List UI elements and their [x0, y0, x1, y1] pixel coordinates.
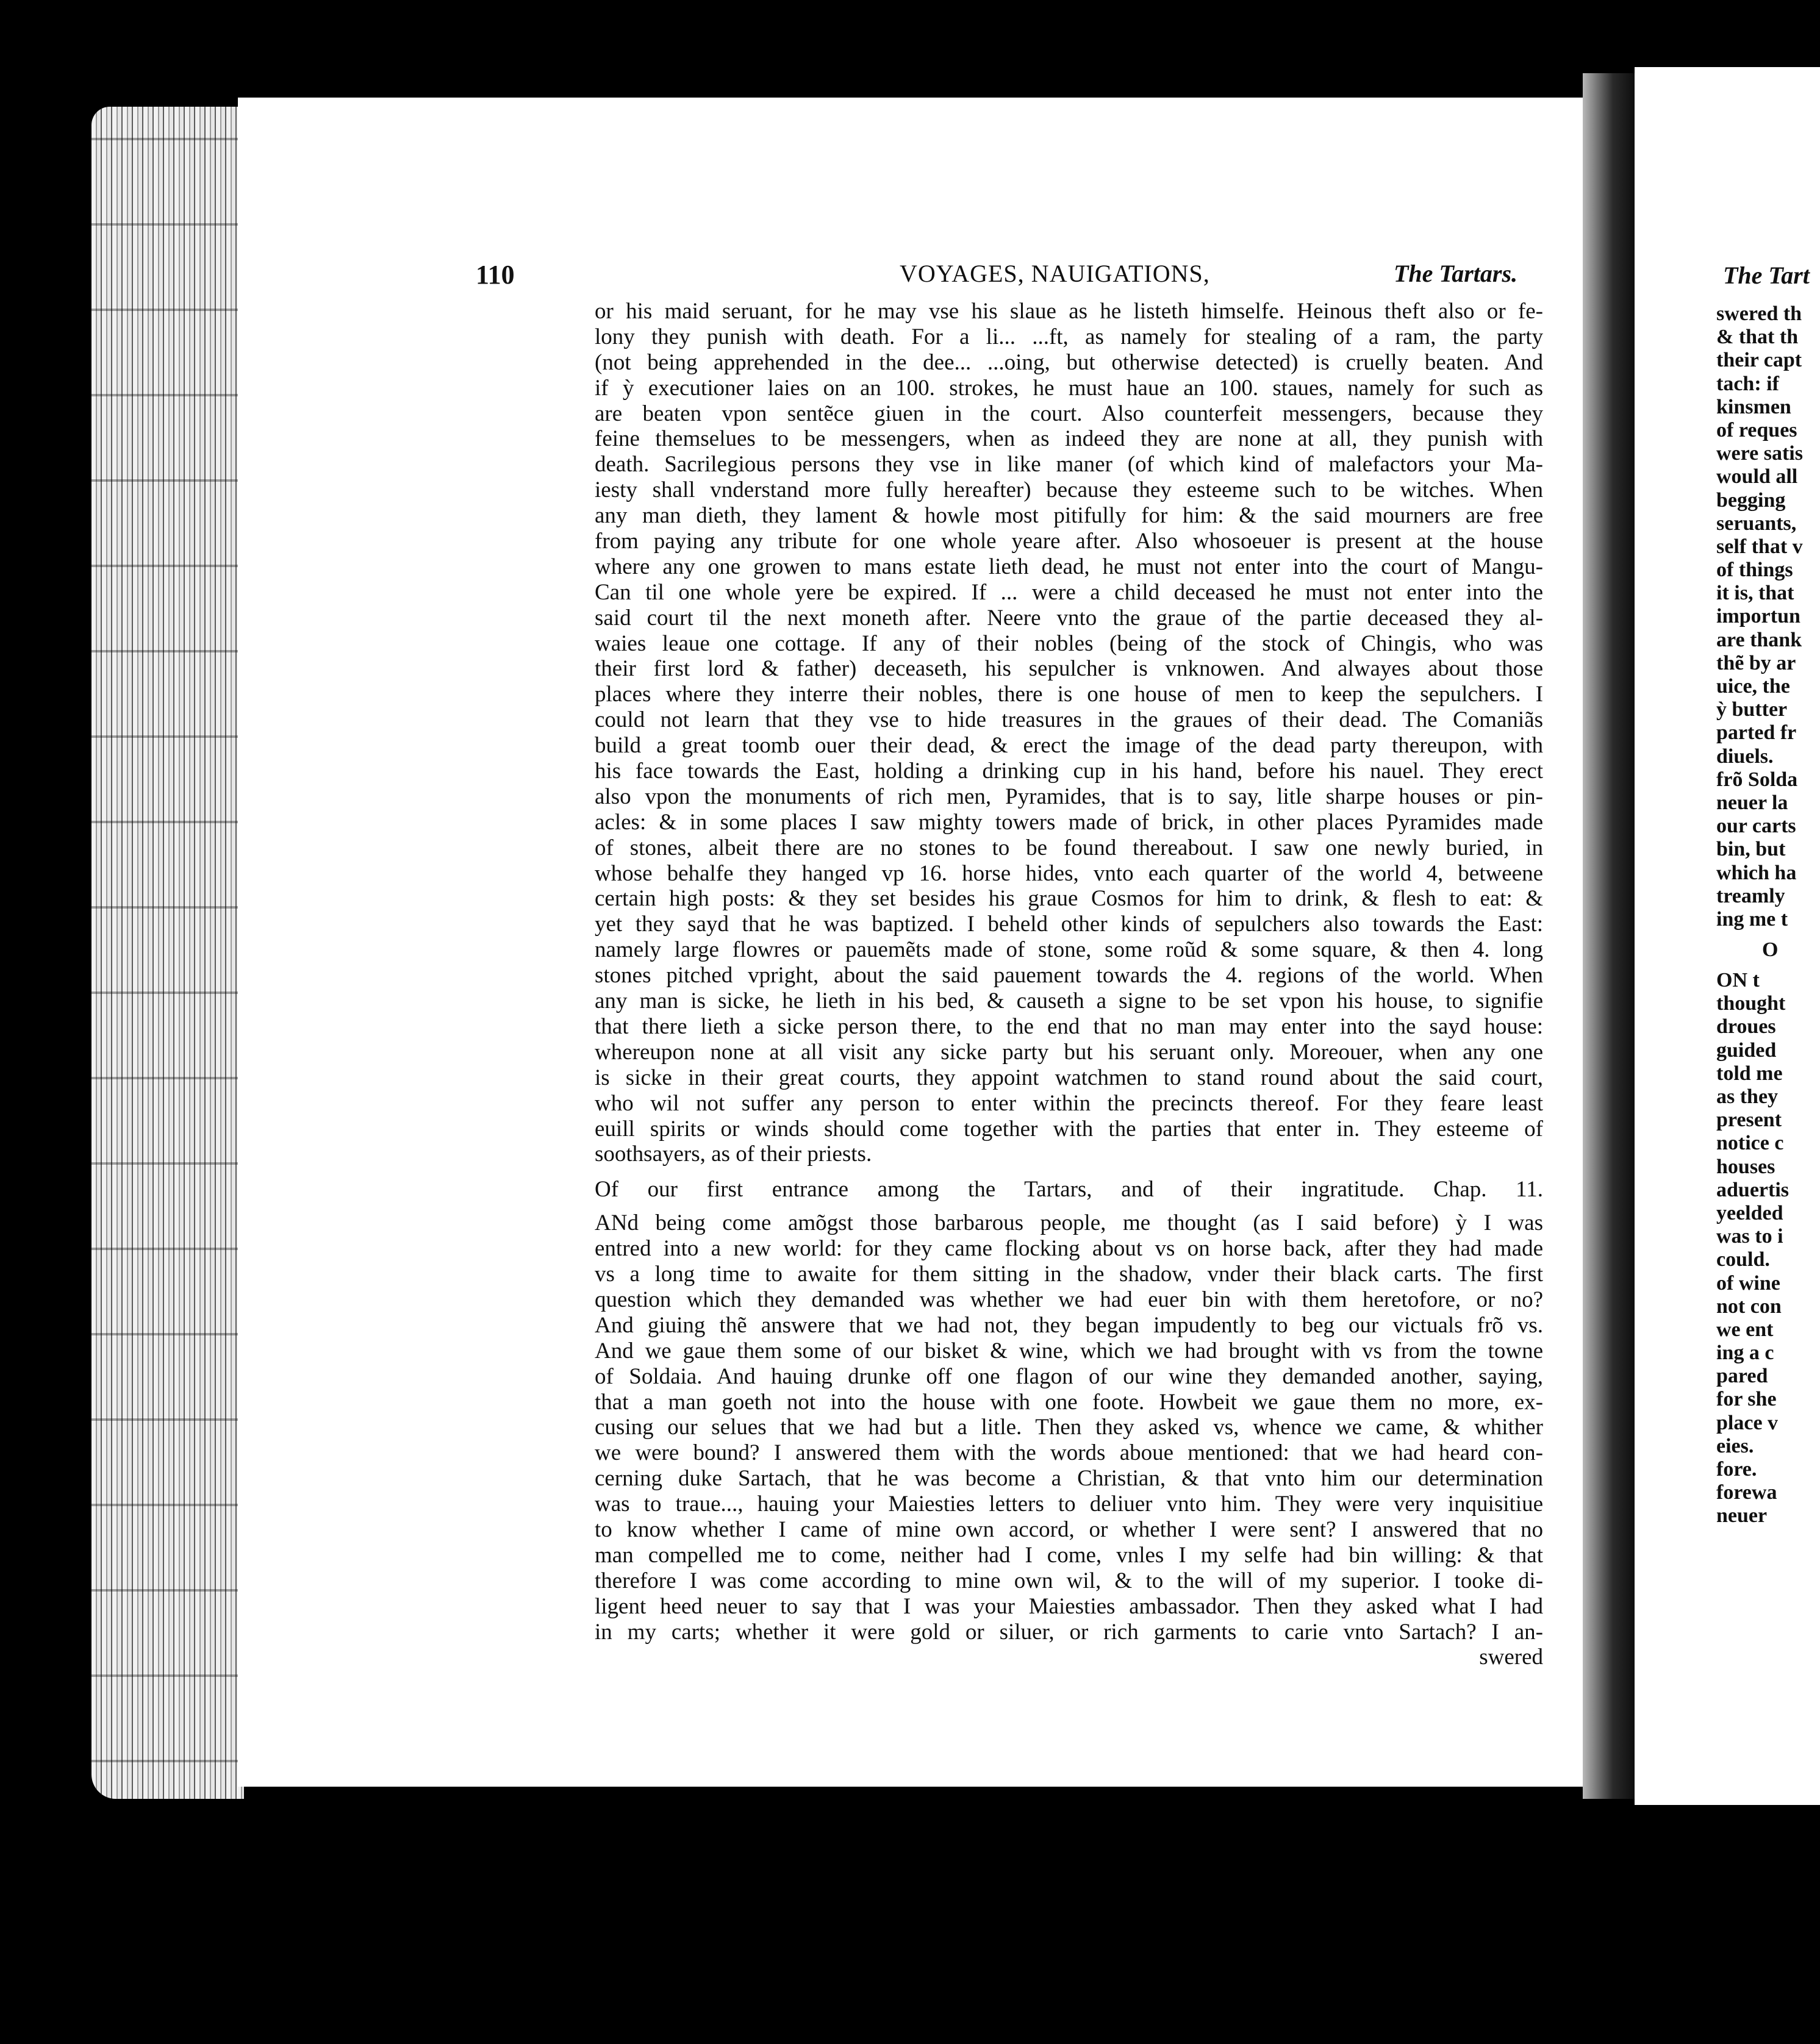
text-line: of stones, albeit there are no stones to be found thereabout. I saw one newly buried, in [595, 835, 1543, 860]
right-page [1635, 67, 1820, 1805]
right-text-line: ing a c [1716, 1342, 1774, 1365]
text-line: also vpon the monuments of rich men, Pyramides, that is to say, litle sharpe houses or pin- [595, 784, 1543, 809]
text-line: from paying any tribute for one whole yeare after. Also whosoeuer is present at the house [595, 529, 1543, 554]
right-text-line: bin, but [1716, 838, 1786, 861]
right-text-line: thẽ by ar [1716, 651, 1796, 674]
running-section: The Tartars. [1394, 260, 1518, 287]
text-line: feine themselues to be messengers, when as indeed they are none at all, they punish with [595, 426, 1543, 452]
text-line: cerning duke Sartach, that he was become a Christian, & that vnto him our determination [595, 1466, 1543, 1492]
right-text-line: & that th [1716, 326, 1799, 349]
running-title: VOYAGES, NAUIGATIONS, [900, 260, 1210, 287]
text-line: places where they interre their nobles, there is one house of men to keep the sepulchers. I [595, 682, 1543, 707]
right-text-line: of wine [1716, 1271, 1780, 1295]
text-line: whose behalfe they hanged vp 16. horse hides, vnto each quarter of the world 4, betweene [595, 860, 1543, 886]
text-line: could not learn that they vse to hide treasures in the graues of their dead. The Comaniãs [595, 707, 1543, 733]
right-text-line: tach: if [1716, 372, 1779, 395]
right-text-line: of reques [1716, 418, 1797, 441]
right-text-line: guided [1716, 1038, 1777, 1062]
right-text-line: fore. [1716, 1458, 1757, 1481]
text-line: any man dieth, they lament & howle most pitifully for him: & the said mourners are free [595, 503, 1543, 529]
right-text-line: ỳ butter [1716, 698, 1788, 721]
text-line: if ỳ executioner laies on an 100. strokes, he must haue an 100. staues, namely for such as [595, 375, 1543, 401]
text-line: yet they sayd that he was baptized. I beheld other kinds of sepulchers also towards the East: [595, 912, 1543, 937]
page-edges [91, 107, 244, 1799]
text-line: stones pitched vpright, about the said pauement towards the 4. regions of the world. When [595, 963, 1543, 988]
text-line: lony they punish with death. For a li... ...ft, as namely for stealing of a ram, the party [595, 324, 1543, 349]
right-text-line: was to i [1716, 1225, 1783, 1248]
right-text-line: parted fr [1716, 721, 1797, 745]
text-line: in my carts; whether it were gold or siluer, or rich garments to carie vnto Sartach? I an- [595, 1619, 1543, 1645]
text-line: euill spirits or winds should come together with the parties that enter in. They esteeme of [595, 1116, 1543, 1142]
text-line: their first lord & father) deceaseth, his sepulcher is vnknowen. And alwayes about those [595, 656, 1543, 682]
right-text-line: for she [1716, 1388, 1777, 1411]
right-text-line: notice c [1716, 1132, 1784, 1155]
right-text-line: swered th [1716, 302, 1802, 325]
right-text-line: present [1716, 1109, 1782, 1132]
book-gutter [1583, 73, 1638, 1799]
text-line: ligent heed neuer to say that I was your Maiesties ambassador. Then they asked what I had [595, 1593, 1543, 1619]
right-running-section: The Tart [1723, 262, 1810, 289]
text-line: whereupon none at all visit any sicke party but his seruant only. Moreouer, when any one [595, 1039, 1543, 1065]
text-line: we were bound? I answered them with the words aboue mentioned: that we had heard con- [595, 1440, 1543, 1466]
text-line: waies leaue one cottage. If any of their nobles (being of the stock of Chingis, who was [595, 631, 1543, 656]
right-text-line: are thank [1716, 628, 1802, 651]
page-number: 110 [476, 260, 515, 290]
text-line: question which they demanded was whether we had euer bin with them heretofore, or no? [595, 1287, 1543, 1312]
right-text-line: were satis [1716, 442, 1803, 465]
right-text-line: aduertis [1716, 1178, 1789, 1201]
right-text-line: told me [1716, 1062, 1783, 1085]
chapter-heading: Of our first entrance among the Tartars, and of their ingratitude. Chap. 11. [595, 1177, 1543, 1202]
text-line: or his maid seruant, for he may vse his slaue as he listeth himselfe. Heinous theft also or fe- [595, 299, 1543, 324]
text-line: that a man goeth not into the house with one foote. Howbeit we gaue them no more, ex- [595, 1389, 1543, 1415]
text-line: any man is sicke, he lieth in his bed, & causeth a signe to be set vpon his house, to signifie [595, 988, 1543, 1014]
text-line: that there lieth a sicke person there, to the end that no man may enter into the sayd house: [595, 1013, 1543, 1039]
text-line: to know whether I came of mine own accord, or whether I were sent? I answered that no [595, 1517, 1543, 1542]
text-line: And giuing thẽ answere that we had not, they began impudently to beg our victuals frõ vs. [595, 1312, 1543, 1338]
right-text-line: of things [1716, 559, 1793, 582]
text-line: of Soldaia. And hauing drunke off one flagon of our wine they demanded another, saying, [595, 1363, 1543, 1389]
right-text-line: thought [1716, 992, 1786, 1015]
text-line: where any one growen to mans estate lieth dead, he must not enter into the court of Mangu- [595, 554, 1543, 579]
right-text-line: kinsmen [1716, 395, 1791, 418]
right-text-line: uice, the [1716, 675, 1790, 698]
text-line: said court til the next moneth after. Neere vnto the graue of the partie deceased they al- [595, 605, 1543, 631]
right-text-line: self that v [1716, 535, 1803, 558]
right-text-line: our carts [1716, 815, 1796, 838]
text-line: is sicke in their great courts, they appoint watchmen to stand round about the said court, [595, 1065, 1543, 1090]
text-line: (not being apprehended in the dee... ...oing, but otherwise detected) is cruelly beaten. And [595, 349, 1543, 375]
right-text-line: eies. [1716, 1434, 1754, 1457]
right-text-line: as they [1716, 1085, 1779, 1108]
catchword: swered [1479, 1645, 1543, 1670]
text-line: his face towards the East, holding a drinking cup in his hand, before his nauel. They erect [595, 759, 1543, 784]
right-text-line: place v [1716, 1411, 1779, 1434]
text-line: ANd being come amõgst those barbarous people, me thought (as I said before) ỳ I was [595, 1210, 1543, 1236]
right-chapter-fragment: O [1762, 938, 1779, 962]
text-line: who wil not suffer any person to enter within the precincts thereof. For they feare least [595, 1090, 1543, 1116]
text-line: man compelled me to come, neither had I come, vnles I my selfe had bin willing: & that [595, 1542, 1543, 1568]
text-line: vs a long time to awaite for them sitting in the shadow, vnder their black carts. The first [595, 1262, 1543, 1287]
right-text-line: we ent [1716, 1318, 1774, 1341]
text-line: therefore I was come according to mine own wil, & to the will of my superior. I tooke di- [595, 1568, 1543, 1593]
text-line: death. Sacrilegious persons they vse in like maner (of which kind of malefactors your Ma- [595, 452, 1543, 477]
right-text-line: importun [1716, 605, 1800, 628]
right-text-line: diuels. [1716, 745, 1774, 768]
text-line: certain high posts: & they set besides his graue Cosmos for him to drink, & flesh to eat: & [595, 886, 1543, 912]
right-text-line: ing me t [1716, 907, 1788, 931]
text-line: iesty shall vnderstand more fully hereafter) because they esteeme such to be witches. When [595, 477, 1543, 503]
right-text-line: neuer la [1716, 791, 1788, 814]
text-line: are beaten vpon sentẽce giuen in the court. Also counterfeit messengers, because they [595, 401, 1543, 426]
right-text-line: it is, that [1716, 582, 1794, 605]
right-text-line: could. [1716, 1248, 1770, 1271]
right-text-line: houses [1716, 1155, 1775, 1178]
text-line: build a great toomb ouer their dead, & erect the image of the dead party thereupon, with [595, 733, 1543, 759]
text-line: was to traue..., hauing your Maiesties letters to deliuer vnto him. They were very inquisitiue [595, 1492, 1543, 1517]
right-text-line: frõ Solda [1716, 768, 1798, 791]
right-text-line: droues [1716, 1015, 1776, 1038]
text-line: entred into a new world: for they came flocking about vs on horse back, after they had made [595, 1236, 1543, 1262]
left-page-text [595, 299, 1543, 1670]
paragraph-2 [595, 1210, 1543, 1645]
right-text-line: yeelded [1716, 1201, 1783, 1224]
right-text-line: would all [1716, 465, 1798, 488]
right-text-line: treamly [1716, 884, 1785, 907]
paragraph-1 [595, 299, 1543, 1167]
text-line: acles: & in some places I saw mighty towers made of brick, in other places Pyramides made [595, 809, 1543, 835]
text-line: soothsayers, as of their priests. [595, 1142, 872, 1167]
right-text-line: their capt [1716, 349, 1802, 372]
right-text-line: neuer [1716, 1504, 1768, 1528]
right-text-line: forewa [1716, 1481, 1777, 1504]
right-text-line: ON t [1716, 969, 1760, 992]
right-text-line: seruants, [1716, 512, 1797, 535]
right-text-line: pared [1716, 1365, 1768, 1388]
right-text-line: begging [1716, 488, 1786, 512]
text-line: Can til one whole yere be expired. If ... were a child deceased he must not enter into the [595, 579, 1543, 605]
text-line: cusing our selues that we had but a litle. Then they asked vs, whence we came, & whither [595, 1415, 1543, 1440]
text-line: And we gaue them some of our bisket & wine, which we had brought with vs from the towne [595, 1338, 1543, 1363]
right-text-line: which ha [1716, 861, 1797, 884]
text-line: namely large flowres or pauemẽts made of stone, some roũd & some square, & then 4. long [595, 937, 1543, 963]
right-page-text [1716, 302, 1803, 1528]
right-text-line: not con [1716, 1295, 1782, 1318]
